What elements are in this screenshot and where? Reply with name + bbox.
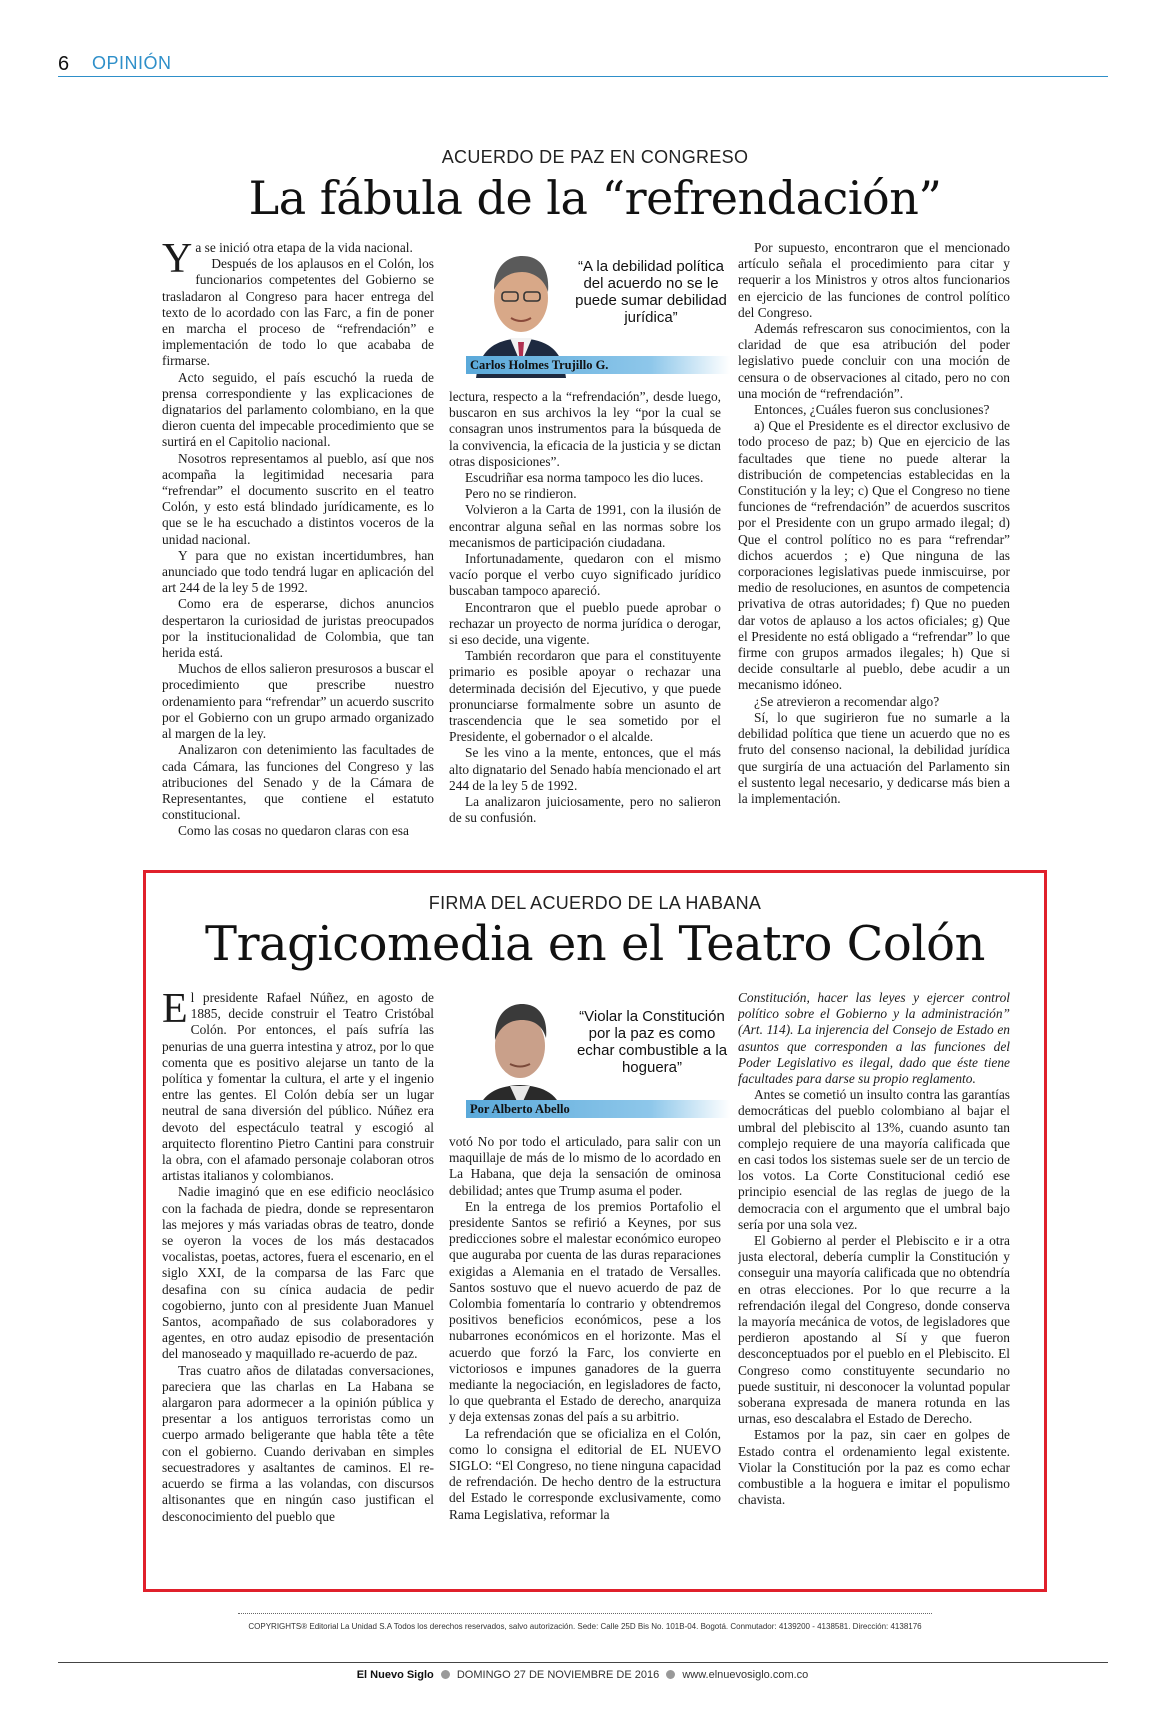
article1-column-3 <box>738 240 1010 855</box>
paragraph: Por supuesto, encontraron que el mencionado artículo señala el procedimiento para citar y requerir a los Ministros y otros altos funcionarios en ejercicio de las funciones de control político del Congreso. <box>738 240 1010 320</box>
paragraph: Estamos por la paz, sin caer en golpes de Estado contra el ordenamiento legal existente. Violar la Constitución por la paz es como echar combustible a la hoguera e imitar el populismo chavista. <box>738 1427 1010 1508</box>
paragraph: ¿Se atrevieron a recomendar algo? <box>754 693 940 709</box>
paragraph: lectura, respecto a la “refrendación”, desde luego, buscaron en sus archivos la ley “por la cual se consagran unos instrumentos para la búsqueda de la convivencia, la eficacia de la justicia y se dictan otras disposiciones”. <box>449 389 721 469</box>
paragraph: Volvieron a la Carta de 1991, con la ilusión de encontrar alguna señal en las normas sobre los mecanismos de participación ciudadana. <box>449 502 721 550</box>
article2-byline: Por Alberto Abello <box>470 1102 570 1116</box>
article2-column-3 <box>738 990 1010 1570</box>
article2-pull-quote: “Violar la Constitución por la paz es como echar combustible a la hoguera” <box>576 1008 728 1076</box>
paragraph: Se les vino a la mente, entonces, que el más alto dignatario del Senado había mencionado el art 244 de la ley 5 de 1992. <box>449 745 721 793</box>
paragraph: Como las cosas no quedaron claras con esa <box>178 823 409 839</box>
article1-byline: Carlos Holmes Trujillo G. <box>470 358 609 372</box>
article1-column-2 <box>449 389 721 855</box>
header-rule <box>58 76 1108 77</box>
article1-byline-bar <box>466 356 730 374</box>
paragraph: Nadie imaginó que en ese edificio neoclásico con la fachada de piedra, donde se representaron las mejores y más variadas obras de teatro, donde se oyeron la voces de los más destacados vocalistas, poetas, actores, fuera el escenario, en el siglo XXI, de la comparsa de las Farc que desafina con su cínica audacia de pedir cogobierno, junto con al presidente Juan Manuel Santos, acompañado de sus colaboradores y agentes, en otro audaz episodio de presentación del manoseado y maquillado re-acuerdo de paz. <box>162 1184 434 1362</box>
copyright-rule <box>238 1613 932 1614</box>
paragraph: l presidente Rafael Núñez, en agosto de 1885, decide construir el Teatro Cristóbal Colón. Por entonces, el país sufría las penurias de una guerra intestina y atroz, por lo que comenta que es positivo alejarse un tanto de la política y fomentar la cultura, el arte y el ingenio entre las gentes. El Colón debía ser un lugar neutral de sana diversión del público. Núñez era devoto del espectáculo teatral y escogió al arquitecto florentino Pietro Cantini para construir la obra, con el afamado personaje colaboran otros artistas italianos y colombianos. <box>162 990 434 1184</box>
paragraph: a se inició otra etapa de la vida nacional. <box>195 240 413 255</box>
author-photo-alberto-abello <box>470 990 570 1118</box>
bullet-icon <box>666 1670 675 1679</box>
paragraph: Acto seguido, el país escuchó la rueda de prensa correspondiente y las explicaciones de dignatarios del parlamento colombiano, en la que dieron cuenta del impecable procedimiento que se surtirá en el Capitolio nacional. <box>162 369 434 450</box>
article1-column-1 <box>162 240 434 855</box>
paragraph: El Gobierno al perder el Plebiscito e ir a otra justa electoral, debería cumplir la Constitución y conseguir una mayoría calificada que no obtendría en otras elecciones. Por lo que recurre a la refrendación ilegal del Congreso, donde conserva la mayoría mecánica de votos, de legisladores que perdieron apostando al Sí y que fueron desconceptuados por el pueblo en el Plebiscito. El Congreso como constituyente secundario no puede sustituir, ni desconocer la voluntad popular soberana expresada de manera rotunda en las urnas, eso descalabra el Estado de Derecho. <box>738 1233 1010 1427</box>
page-number: 6 <box>58 53 70 75</box>
paragraph: Pero no se rindieron. <box>465 486 577 502</box>
paragraph: Nosotros representamos al pueblo, así que nos acompaña la legitimidad necesaria para “refrendar” el documento suscrito en el teatro Colón, y esto está blindado jurídicamente, es lo que se le ha escuchado a distintos voceros de la unidad nacional. <box>162 450 434 547</box>
dropcap: Y <box>162 240 193 282</box>
footer <box>0 1669 1165 1681</box>
paragraph: También recordaron que para el constituyente primario es posible apoyar o rechazar una determinada decisión del Ejecutivo, y que puede pronunciarse formalmente sobre un asunto de trascendencia que le sea sometido por el Presidente, el gobernador o el alcalde. <box>449 648 721 745</box>
copyright-notice: COPYRIGHTS® Editorial La Unidad S.A Todos los derechos reservados, salvo autorización. Sede: Calle 25D Bis No. 101B-04. Bogotá. Conmutador: 4139200 - 4138581. Dirección: 4138176 <box>248 1622 922 1631</box>
paragraph: Después de los aplausos en el Colón, los funcionarios competentes del Gobierno se trasladaron al Congreso para hacer entrega del texto de lo acordado con las Farc, a fin de poner en marcha el proceso de “refrendación” e implementación de todo lo que acababa de firmarse. <box>162 256 434 369</box>
article1-pull-quote: “A la debilidad política del acuerdo no se le puede sumar debilidad jurídica” <box>575 258 727 326</box>
article1-kicker: ACUERDO DE PAZ EN CONGRESO <box>441 147 749 167</box>
paragraph: Sí, lo que sugirieron fue no sumarle a la debilidad política que tiene un acuerdo que no es fruto del consenso nacional, la debilidad jurídica que surgiría de una actuación del Parlamento sin el sustento legal necesario, y dedicarse más bien a la implementación. <box>738 709 1010 806</box>
paragraph: En la entrega de los premios Portafolio el presidente Santos se refirió a Keynes, por sus predicciones sobre el malestar económico europeo que auguraba por cuenta de las duras reparaciones exigidas a Alemania en el tratado de Versalles. Santos sostuvo que el nuevo acuerdo de paz de Colombia fomentaría lo contrario y obtendremos positivos beneficios económicos, pese a los nubarrones económicos en el horizonte. Mas el acuerdo que forzó la Farc, los convierte en victoriosos e impunes ganadores de la guerra mediante la negociación, en legisladores de facto, lo que quebranta el Estado de derecho, anarquiza y deja extensas zonas del país a su arbitrio. <box>449 1198 721 1425</box>
paragraph: Escudriñar esa norma tampoco les dio luces. <box>465 470 704 486</box>
article2-column-2 <box>449 1134 721 1570</box>
article1-title: La fábula de la “refrendación” <box>248 171 942 225</box>
paragraph: Muchos de ellos salieron presurosos a buscar el procedimiento que prescribe nuestro ordenamiento para “refrendar” un acuerdo suscrito por el Gobierno con un grupo armado organizado al margen de la ley. <box>162 661 434 742</box>
paragraph: Además refrescaron sus conocimientos, con la claridad de que esa atribución del poder legislativo puede concluir con una moción de censura o de observaciones al citado, pero no con una moción de “refrendación”. <box>738 321 1010 401</box>
paragraph: La refrendación que se oficializa en el Colón, como lo consigna el editorial de EL NUEVO SIGLO: “El Congreso, no tiene ninguna capacidad de refrendación. De hecho dentro de la estructura del Estado le corresponde exclusivamente, como Rama Legislativa, reformar la <box>449 1425 721 1522</box>
paragraph: Encontraron que el pueblo puede aprobar o rechazar un proyecto de norma jurídica o derogar, si eso decide, una vigente. <box>449 599 721 648</box>
paragraph: Entonces, ¿Cuáles fueron sus conclusiones? <box>754 402 990 418</box>
section-label: OPINIÓN <box>92 53 172 73</box>
article2-column-1 <box>162 990 434 1570</box>
paragraph: Como era de esperarse, dichos anuncios despertaron la curiosidad de juristas preocupados por la institucionalidad de Colombia, que tan herida está. <box>162 596 434 661</box>
dropcap: E <box>162 990 188 1032</box>
footer-url[interactable]: www.elnuevosiglo.com.co <box>682 1669 809 1681</box>
paragraph: Infortunadamente, quedaron con el mismo vacío porque el verbo cuyo significado jurídico buscaban tampoco apareció. <box>449 551 721 599</box>
footer-rule <box>58 1662 1108 1663</box>
paragraph: Analizaron con detenimiento las facultades de cada Cámara, las funciones del Congreso y las atribuciones del Senado y de la Cámara de Representantes, que contiene el estatuto constitucional. <box>162 742 434 823</box>
paragraph: Tras cuatro años de dilatadas conversaciones, pareciera que las charlas en La Habana se alargaron para adormecer a la opinión pública y presentar a los antiguos terroristas como un cuerpo armado beligerante que habla tête a tête con el gobierno. Cuando derivaban en simples secuestradores y asaltantes de caminos. El re-acuerdo se firma a las volandas, con discursos altisonantes que en ningún caso justifican el desconocimiento del pueblo que <box>162 1362 434 1524</box>
paragraph: La analizaron juiciosamente, pero no salieron de su confusión. <box>449 794 721 826</box>
article2-kicker: FIRMA DEL ACUERDO DE LA HABANA <box>428 893 762 913</box>
bullet-icon <box>441 1670 450 1679</box>
paragraph: a) Que el Presidente es el director exclusivo de todo proceso de paz; b) Que en ejercicio de las facultades que tiene no puede alterar la distribución de competencias establecidas en la Constitución y la ley; c) Que el Congreso no tiene funciones de “refrendación” de acuerdos suscritos por el Presidente con un grupo armado ilegal; d) Que el control político no es para “refrendar” dichos acuerdos ; e) Que ninguna de las corporaciones legislativas puede inmiscuirse, por medio de resoluciones, en asuntos de competencia privativa de otras autoridades; f) Que no pueden dar votos de aplauso a los actos oficiales; g) Que el Presidente no está obligado a “refrendar” lo que firme con grupos armados ilegales; h) Que si decide consultarle al pueblo, debe acudir a un mecanismo idóneo. <box>738 418 1010 693</box>
paragraph: Y para que no existan incertidumbres, han anunciado que todo tendrá lugar en aplicación del art 244 de la ley 5 de 1992. <box>162 547 434 596</box>
paragraph: Constitución, hacer las leyes y ejercer control político sobre el Gobierno y la administración” (Art. 114). La injerencia del Consejo de Estado en asuntos que corresponden a las funciones del Poder Legislativo es ilegal, dado que éste tiene facultades para darse su propio reglamento. <box>738 990 1010 1087</box>
footer-date: DOMINGO 27 DE NOVIEMBRE DE 2016 <box>456 1669 660 1681</box>
article2-title: Tragicomedia en el Teatro Colón <box>205 916 985 972</box>
paragraph: Antes se cometió un insulto contra las garantías democráticas del pueblo colombiano al bajar el umbral del plebiscito al 13%, cuando asunto tan complejo requiere de una mayoría calificada que en casi todos los sistemas suele ser de un tercio de los votos. La Corte Constitucional cedió ese principio esencial de las reglas de juego de la democracia con el argumento que el umbral bajo sería por una sola vez. <box>738 1087 1010 1232</box>
paragraph: votó No por todo el articulado, para salir con un maquillaje de más de lo mismo de lo acordado en La Habana, que deja la sensación de ominosa debilidad; antes que Trump asuma el poder. <box>449 1134 721 1198</box>
article2-byline-bar <box>466 1100 730 1118</box>
footer-brand: El Nuevo Siglo <box>356 1669 434 1681</box>
